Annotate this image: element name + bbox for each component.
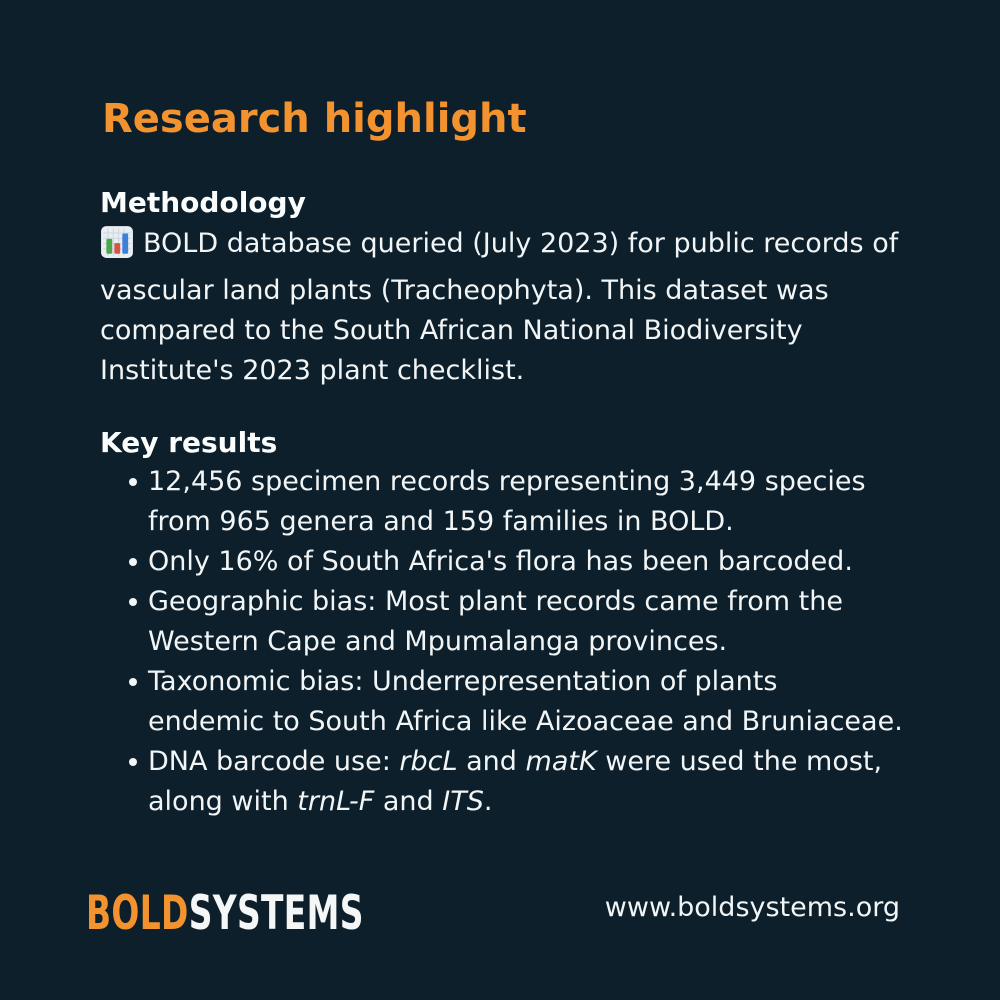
list-item: [100, 582, 940, 662]
list-item-line: Geographic bias: Most plant records came from the: [100, 582, 940, 622]
bar-chart-emoji: [100, 225, 134, 271]
methodology-text: BOLD database queried (July 2023) for public records of: [143, 228, 899, 259]
page-title: Research highlight: [102, 96, 527, 142]
list-item-line: along with trnL-F and ITS.: [148, 786, 493, 817]
list-item-line: Only 16% of South Africa's flora has been barcoded.: [100, 542, 940, 582]
bullet-dot: [129, 758, 137, 766]
methodology-line: [100, 224, 930, 271]
bullet-dot: [129, 478, 137, 486]
methodology-line: vascular land plants (Tracheophyta). This dataset was: [100, 275, 829, 306]
bullet-dot: [129, 678, 137, 686]
list-item-line: DNA barcode use: rbcL and matK were used the most,: [100, 742, 940, 782]
website-url: www.boldsystems.org: [604, 892, 900, 923]
list-item: [100, 662, 940, 742]
list-item: [100, 462, 940, 542]
boldsystems-logo: [86, 886, 364, 941]
list-item-line: Taxonomic bias: Underrepresentation of plants: [100, 662, 940, 702]
methodology-paragraph: [100, 224, 930, 391]
bullet-dot: [129, 598, 137, 606]
list-item-line: 12,456 specimen records representing 3,449 species: [100, 462, 940, 502]
key-results-list: [100, 462, 940, 822]
list-item-line: endemic to South Africa like Aizoaceae and Bruniaceae.: [148, 706, 903, 737]
methodology-heading: Methodology: [100, 186, 306, 219]
list-item: [100, 542, 940, 582]
list-item-line: Western Cape and Mpumalanga provinces.: [148, 626, 728, 657]
methodology-line: compared to the South African National Biodiversity: [100, 315, 803, 346]
list-item: [100, 742, 940, 822]
logo-bold-text: BOLD: [86, 886, 189, 941]
key-results-heading: Key results: [100, 426, 278, 459]
logo-systems-text: SYSTEMS: [188, 886, 364, 941]
list-item-line: from 965 genera and 159 families in BOLD.: [148, 506, 734, 537]
bullet-dot: [129, 558, 137, 566]
methodology-line: Institute's 2023 plant checklist.: [100, 355, 525, 386]
